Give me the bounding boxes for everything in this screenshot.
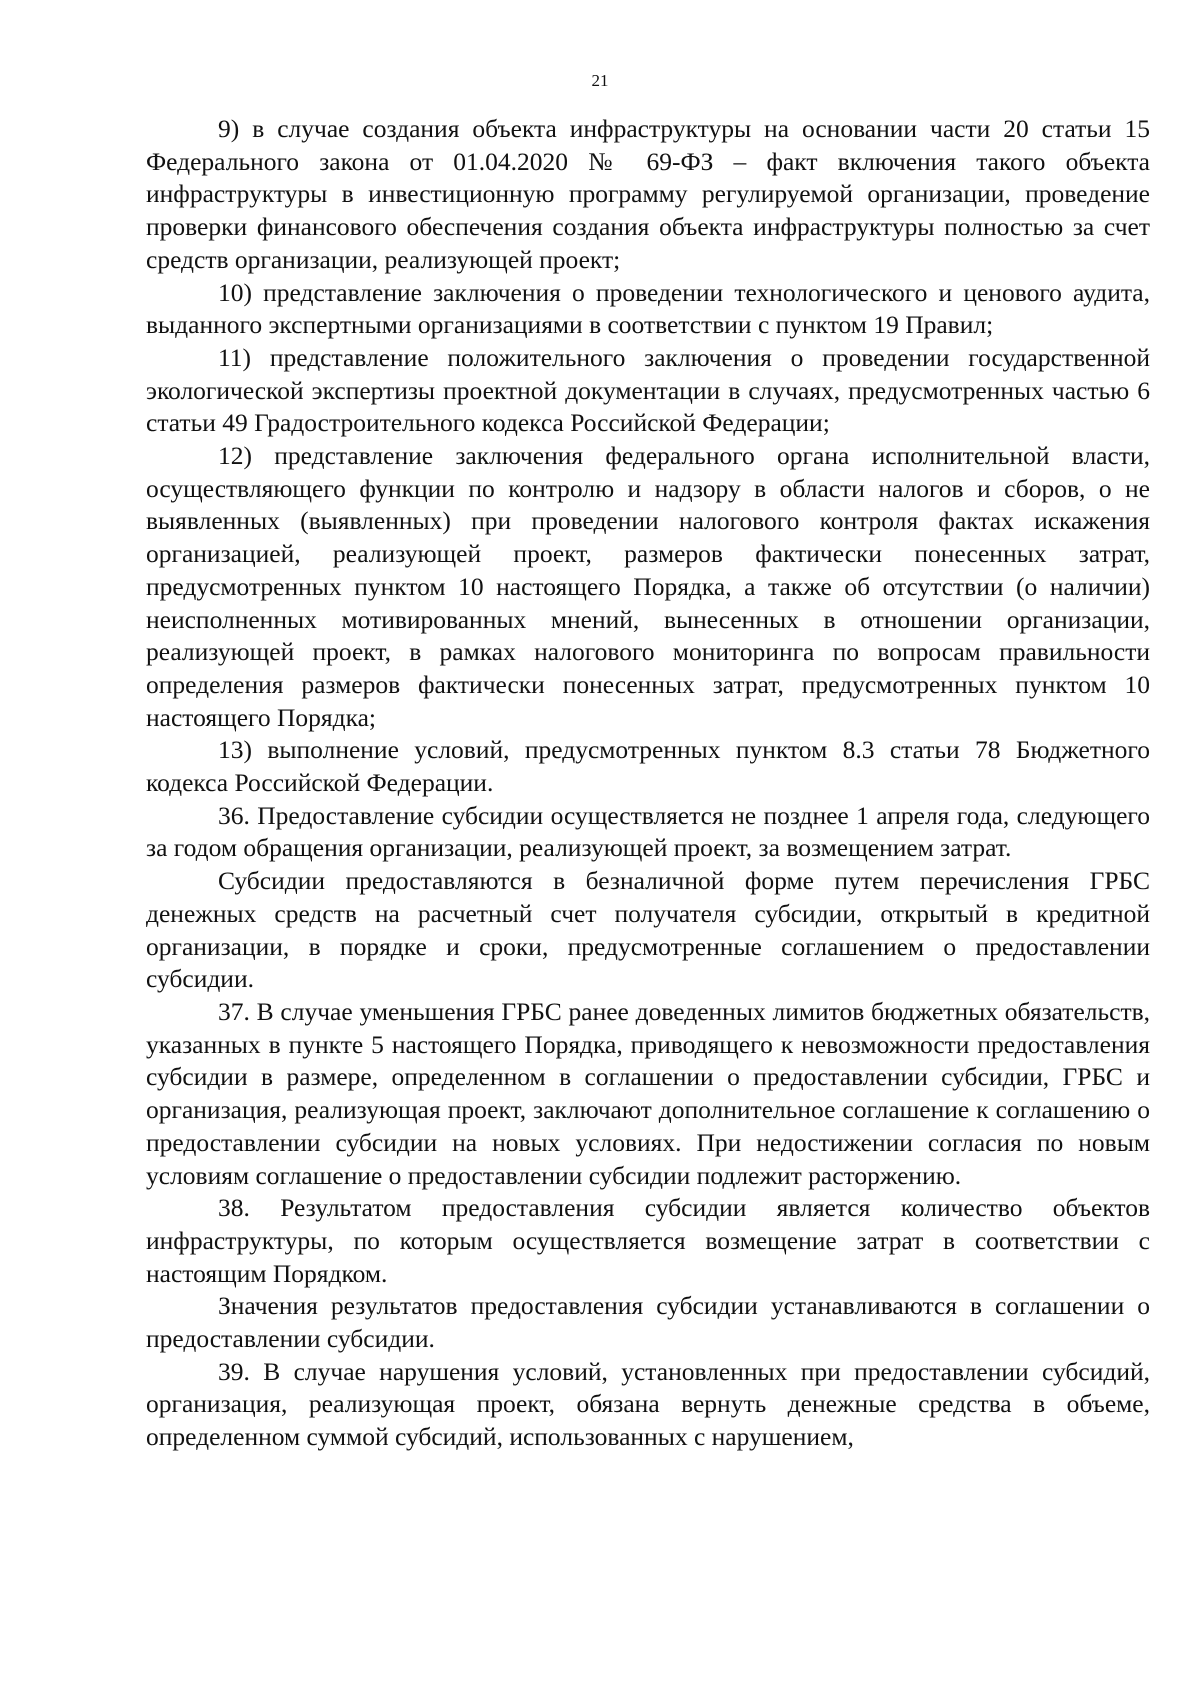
paragraph-item-9: 9) в случае создания объекта инфраструктуры на основании части 20 статьи 15 Федерального закона от 01.04.2020 № 69-ФЗ – факт включения такого объекта инфраструктуры в инвестиционную программу регулируемой организации, проведение проверки финансового обеспечения создания объекта инфраструктуры полностью за счет средств организации, реализующей проект;	[146, 114, 1150, 274]
paragraph-clause-38: 38. Результатом предоставления субсидии является количество объектов инфраструктуры, по которым осуществляется возмещение затрат в соответствии с настоящим Порядком.	[146, 1193, 1150, 1288]
document-body	[146, 113, 1150, 1454]
paragraph-item-10: 10) представление заключения о проведении технологического и ценового аудита, выданного экспертными организациями в соответствии с пунктом 19 Правил;	[146, 277, 1150, 340]
paragraph-clause-36: 36. Предоставление субсидии осуществляется не позднее 1 апреля года, следующего за годом обращения организации, реализующей проект, за возмещением затрат.	[146, 800, 1150, 863]
paragraph-item-13: 13) выполнение условий, предусмотренных пунктом 8.3 статьи 78 Бюджетного кодекса Российской Федерации.	[146, 735, 1150, 798]
paragraph-item-12: 12) представление заключения федерального органа исполнительной власти, осуществляющего функции по контролю и надзору в области налогов и сборов, о не выявленных (выявленных) при проведении налогового контроля фактах искажения организацией, реализующей проект, размеров фактически понесенных затрат, предусмотренных пунктом 10 настоящего Порядка, а также об отсутствии (о наличии) неисполненных мотивированных мнений, вынесенных в отношении организации, реализующей проект, в рамках налогового мониторинга по вопросам правильности определения размеров фактически понесенных затрат, предусмотренных пунктом 10 настоящего Порядка;	[146, 441, 1150, 732]
paragraph-clause-36-continuation: Субсидии предоставляются в безналичной форме путем перечисления ГРБС денежных средств на расчетный счет получателя субсидии, открытый в кредитной организации, в порядке и сроки, предусмотренные соглашением о предоставлении субсидии.	[146, 866, 1150, 994]
paragraph-clause-39: 39. В случае нарушения условий, установленных при предоставлении субсидий, организация, реализующая проект, обязана вернуть денежные средства в объеме, определенном суммой субсидий, использованных с нарушением,	[146, 1356, 1150, 1452]
paragraph-item-11: 11) представление положительного заключения о проведении государственной экологической экспертизы проектной документации в случаях, предусмотренных частью 6 статьи 49 Градостроительного кодекса Российской Федерации;	[146, 342, 1150, 438]
paragraph-clause-37: 37. В случае уменьшения ГРБС ранее доведенных лимитов бюджетных обязательств, указанных в пункте 5 настоящего Порядка, приводящего к невозможности предоставления субсидии в размере, определенном в соглашении о предоставлении субсидии, ГРБС и организация, реализующая проект, заключают дополнительное соглашение к соглашению о предоставлении субсидии на новых условиях. При недостижении согласия по новым условиям соглашение о предоставлении субсидии подлежит расторжению.	[146, 996, 1150, 1190]
paragraph-clause-38-continuation: Значения результатов предоставления субсидии устанавливаются в соглашении о предоставлении субсидии.	[146, 1291, 1150, 1354]
page-number: 21	[591, 71, 609, 90]
